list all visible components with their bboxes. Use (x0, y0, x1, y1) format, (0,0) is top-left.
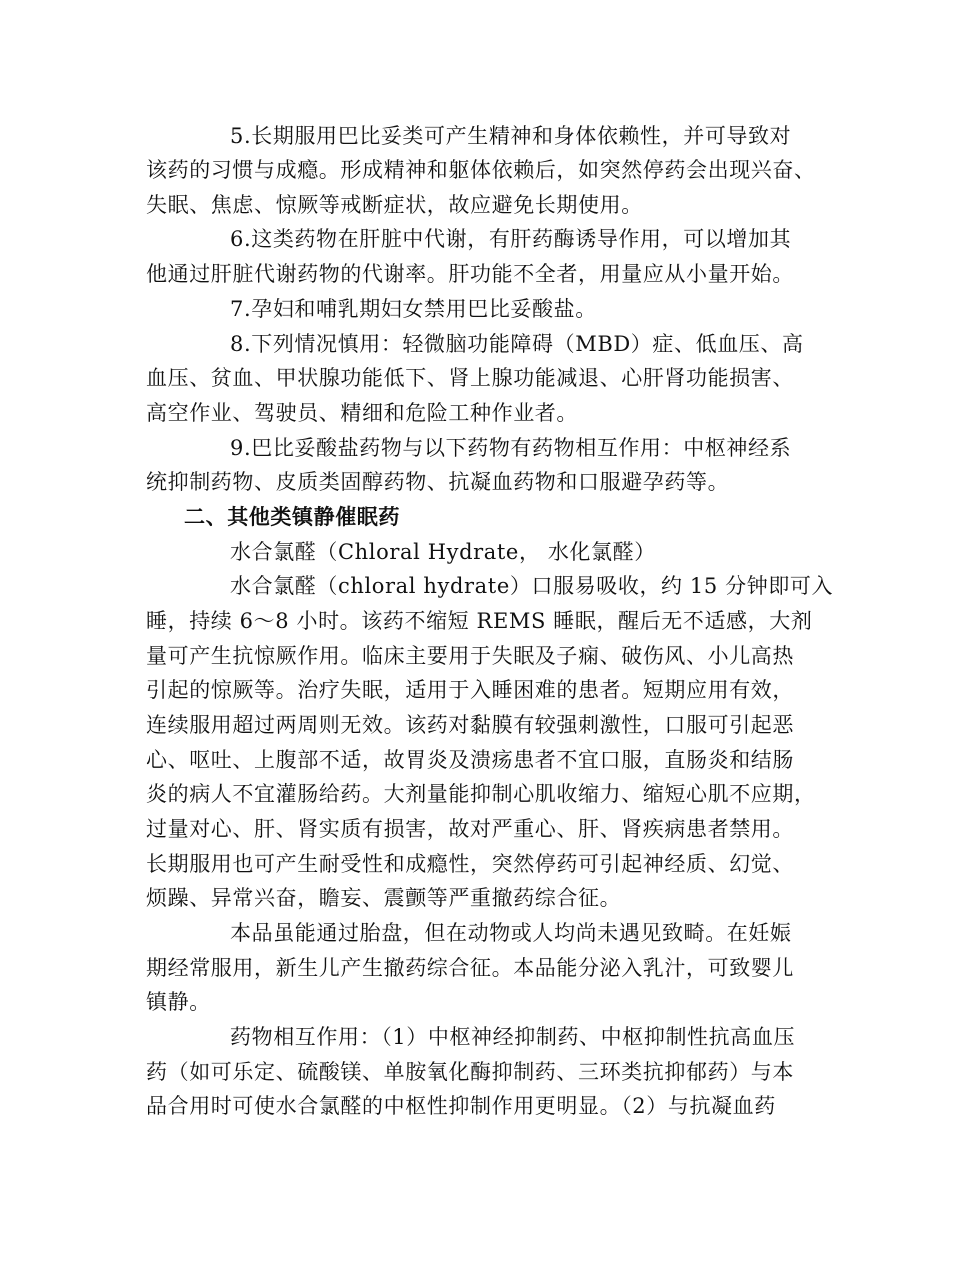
paragraph-line: 睡，持续 6～8 小时。该药不缩短 REMS 睡眠，醒后无不适感，大剂 (146, 609, 813, 633)
paragraph-line: 本品虽能通过胎盘，但在动物或人均尚未遇见致畸。在妊娠 (230, 921, 792, 945)
paragraph-line: 高空作业、驾驶员、精细和危险工种作业者。 (146, 401, 578, 425)
paragraph-line: 5.长期服用巴比妥类可产生精神和身体依赖性，并可导致对 (230, 124, 792, 148)
paragraph-line: 品合用时可使水合氯醛的中枢性抑制作用更明显。（2）与抗凝血药 (146, 1094, 776, 1118)
paragraph-line: 统抑制药物、皮质类固醇药物、抗凝血药物和口服避孕药等。 (146, 470, 730, 494)
paragraph-line: 该药的习惯与成瘾。形成精神和躯体依赖后，如突然停药会出现兴奋、 (146, 158, 816, 182)
paragraph-line: 6.这类药物在肝脏中代谢，有肝药酶诱导作用，可以增加其 (230, 227, 792, 251)
paragraph-line: 水合氯醛（chloral hydrate）口服易吸收，约 15 分钟即可入 (230, 574, 834, 598)
paragraph-line: 7.孕妇和哺乳期妇女禁用巴比妥酸盐。 (230, 297, 597, 321)
paragraph-line: 连续服用超过两周则无效。该药对黏膜有较强刺激性，口服可引起恶 (146, 713, 794, 737)
paragraph-line: 9.巴比妥酸盐药物与以下药物有药物相互作用：中枢神经系 (230, 436, 792, 460)
paragraph-line: 量可产生抗惊厥作用。临床主要用于失眠及子痫、破伤风、小儿高热 (146, 644, 794, 668)
paragraph-line: 失眠、焦虑、惊厥等戒断症状，故应避免长期使用。 (146, 193, 643, 217)
paragraph-line: 期经常服用，新生儿产生撤药综合征。本品能分泌入乳汁，可致婴儿 (146, 956, 794, 980)
subsection-title: 水合氯醛（Chloral Hydrate， 水化氯醛） (230, 540, 656, 564)
paragraph-line: 8.下列情况慎用：轻微脑功能障碍（MBD）症、低血压、高 (230, 332, 804, 356)
paragraph-line: 镇静。 (146, 990, 211, 1014)
paragraph-line: 引起的惊厥等。治疗失眠，适用于入睡困难的患者。短期应用有效， (146, 678, 794, 702)
paragraph-line: 烦躁、异常兴奋，瞻妄、震颤等严重撤药综合征。 (146, 886, 622, 910)
section-heading: 二、其他类镇静催眠药 (184, 505, 400, 529)
paragraph-line: 炎的病人不宜灌肠给药。大剂量能抑制心肌收缩力、缩短心肌不应期， (146, 782, 816, 806)
paragraph-line: 他通过肝脏代谢药物的代谢率。肝功能不全者，用量应从小量开始。 (146, 262, 794, 286)
paragraph-line: 过量对心、肝、肾实质有损害，故对严重心、肝、肾疾病患者禁用。 (146, 817, 794, 841)
paragraph-line: 血压、贫血、甲状腺功能低下、肾上腺功能减退、心肝肾功能损害、 (146, 366, 794, 390)
paragraph-line: 心、呕吐、上腹部不适，故胃炎及溃疡患者不宜口服，直肠炎和结肠 (146, 748, 794, 772)
paragraph-line: 药物相互作用：（1）中枢神经抑制药、中枢抑制性抗高血压 (230, 1025, 796, 1049)
paragraph-line: 药（如可乐定、硫酸镁、单胺氧化酶抑制药、三环类抗抑郁药）与本 (146, 1060, 794, 1084)
paragraph-line: 长期服用也可产生耐受性和成瘾性，突然停药可引起神经质、幻觉、 (146, 852, 794, 876)
